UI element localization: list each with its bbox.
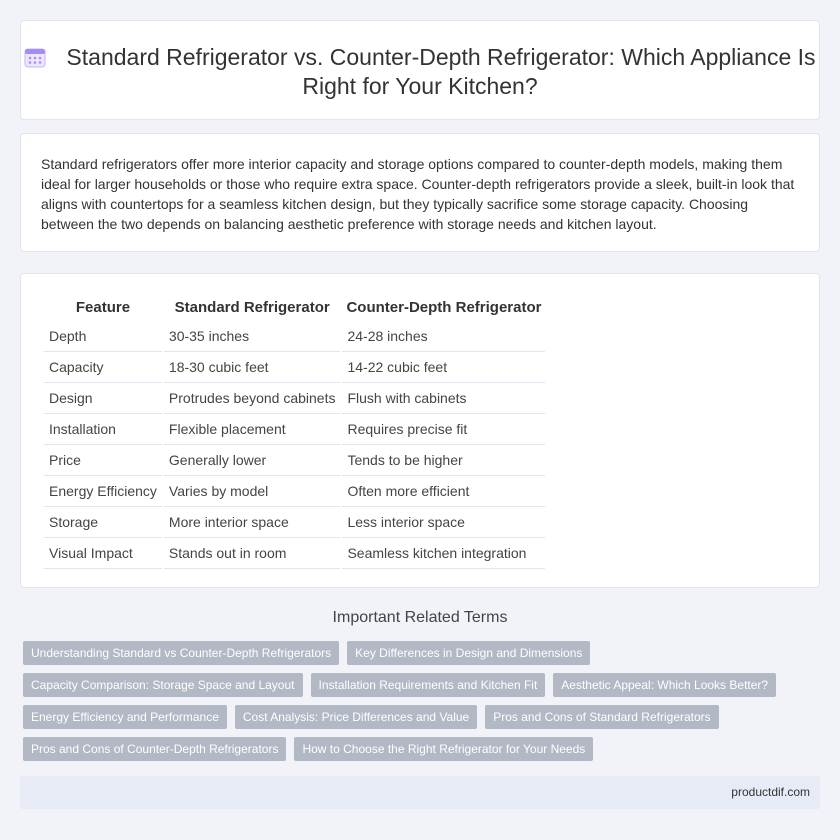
table-cell: Requires precise fit — [342, 414, 545, 445]
comparison-table — [42, 294, 547, 569]
related-term-tag[interactable]: Capacity Comparison: Storage Space and Layout — [23, 673, 303, 697]
table-cell: Often more efficient — [342, 476, 545, 507]
table-cell: Seamless kitchen integration — [342, 538, 545, 569]
table-cell: 14-22 cubic feet — [342, 352, 545, 383]
table-cell: Storage — [44, 507, 162, 538]
table-row — [44, 352, 545, 383]
table-cell: Stands out in room — [164, 538, 341, 569]
table-cell: Price — [44, 445, 162, 476]
table-cell: Generally lower — [164, 445, 341, 476]
intro-text: Standard refrigerators offer more interior capacity and storage options compared to counter-depth models, making them ideal for larger households or those who require extra space. Counter-depth refrigerators provide a sleek, built-in look that aligns with countertops for a seamless kitchen design, but they typically sacrifice some storage capacity. Choosing between the two depends on balancing aesthetic preference with storage needs and kitchen layout. — [41, 156, 795, 232]
related-term-tag[interactable]: Key Differences in Design and Dimensions — [347, 641, 590, 665]
table-row — [44, 321, 545, 352]
table-row — [44, 507, 545, 538]
related-term-tag[interactable]: Pros and Cons of Standard Refrigerators — [485, 705, 718, 729]
footer-site-link[interactable]: productdif.com — [731, 785, 810, 799]
column-header: Counter-Depth Refrigerator — [346, 299, 542, 316]
table-row — [44, 538, 545, 569]
title-wrap — [21, 43, 819, 101]
table-cell: Protrudes beyond cabinets — [164, 383, 341, 414]
related-terms-title: Important Related Terms — [332, 609, 508, 626]
table-cell: Energy Efficiency — [44, 476, 162, 507]
column-header: Feature — [75, 299, 131, 316]
table-cell: Flexible placement — [164, 414, 341, 445]
table-cell: Design — [44, 383, 162, 414]
page-title-text: Standard Refrigerator vs. Counter-Depth Refrigerator: Which Appliance Is Right for Your Kitchen? — [66, 44, 816, 99]
related-term-tag[interactable]: Pros and Cons of Counter-Depth Refrigerators — [23, 737, 286, 761]
table-row — [44, 476, 545, 507]
table-cell: Capacity — [44, 352, 162, 383]
column-header: Standard Refrigerator — [174, 299, 330, 316]
table-cell: Varies by model — [164, 476, 341, 507]
table-row — [44, 445, 545, 476]
table-cell: Less interior space — [342, 507, 545, 538]
intro-card — [20, 133, 820, 252]
table-cell: Installation — [44, 414, 162, 445]
header-card — [20, 20, 820, 120]
related-term-tag[interactable]: Installation Requirements and Kitchen Fit — [311, 673, 546, 697]
related-term-tag[interactable]: Cost Analysis: Price Differences and Value — [235, 705, 477, 729]
related-term-tag[interactable]: Aesthetic Appeal: Which Looks Better? — [553, 673, 776, 697]
table-cell: Tends to be higher — [342, 445, 545, 476]
table-row — [44, 414, 545, 445]
table-header-row — [44, 294, 545, 321]
table-card — [20, 273, 820, 588]
related-term-tag[interactable]: Energy Efficiency and Performance — [23, 705, 227, 729]
footer — [20, 776, 820, 809]
table-row — [44, 383, 545, 414]
related-term-tag[interactable]: Understanding Standard vs Counter-Depth Refrigerators — [23, 641, 339, 665]
table-cell: 18-30 cubic feet — [164, 352, 341, 383]
calendar-icon — [24, 46, 46, 68]
table-cell: Visual Impact — [44, 538, 162, 569]
table-cell: More interior space — [164, 507, 341, 538]
table-cell: Depth — [44, 321, 162, 352]
table-cell: Flush with cabinets — [342, 383, 545, 414]
related-terms-list — [23, 641, 783, 761]
table-cell: 30-35 inches — [164, 321, 341, 352]
related-term-tag[interactable]: How to Choose the Right Refrigerator for Your Needs — [294, 737, 593, 761]
page-title — [21, 43, 819, 101]
table-cell: 24-28 inches — [342, 321, 545, 352]
